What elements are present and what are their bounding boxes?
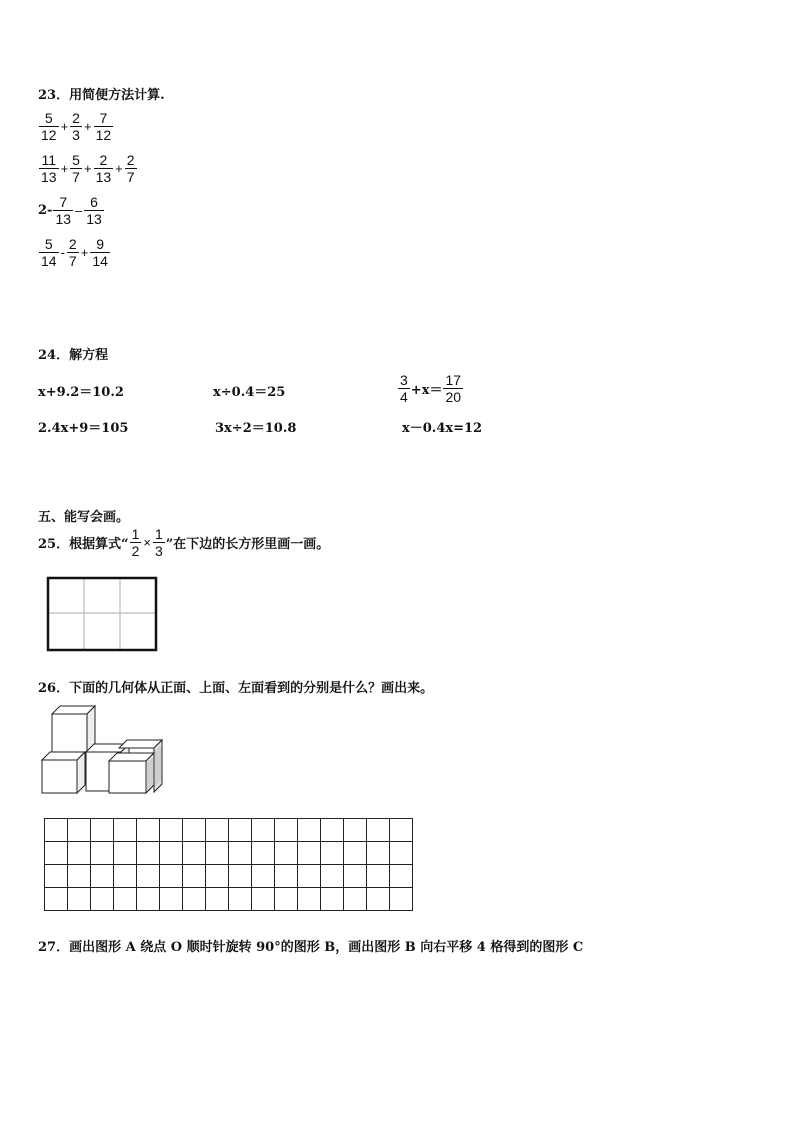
question-26-title: 26．下面的几何体从正面、上面、左面看到的分别是什么？画出来。 <box>38 681 434 696</box>
question-24-title: 24．解方程 <box>38 348 109 363</box>
fraction: $\frac{2}{3}$ <box>72 110 80 143</box>
fraction: $\frac{5}{12}$ <box>41 110 57 143</box>
question-23-title: 23．用简便方法计算. <box>38 88 165 103</box>
question-27-title: 27．画出图形 A 绕点 O 顺时针旋转 90°的图形 B，画出图形 B 向右平移 4 格得到的图形 C <box>38 940 584 955</box>
equation-mid: +x＝ <box>410 383 443 398</box>
equation-4: 2.4x+9＝105 <box>38 421 129 436</box>
expression-23-3 <box>38 195 105 226</box>
expression-23-2 <box>38 153 138 184</box>
times-sign: × <box>143 535 151 550</box>
fraction: $\frac{2}{7}$ <box>126 152 135 185</box>
question-25-pre: 25．根据算式“ <box>38 537 129 552</box>
question-25-title <box>38 527 329 558</box>
operator: – <box>75 203 83 218</box>
operator: + <box>83 161 92 176</box>
section-5-title: 五、能写会画。 <box>38 510 130 525</box>
rectangle-drawing-area[interactable] <box>46 576 158 652</box>
fraction: $\frac{5}{14}$ <box>41 236 57 269</box>
fraction: $\frac{11}{13}$ <box>41 152 57 185</box>
question-25-post: ”在下边的长方形里画一画。 <box>165 537 330 552</box>
fraction: $\frac{3}{4}$ <box>400 372 408 405</box>
cube-solid-figure <box>38 702 164 798</box>
operator: + <box>60 119 69 134</box>
expression-prefix: 2- <box>38 203 53 218</box>
operator: + <box>83 119 92 134</box>
fraction: $\frac{7}{13}$ <box>55 194 72 227</box>
equation-1: x+9.2＝10.2 <box>38 385 124 400</box>
expression-23-1 <box>38 111 114 142</box>
fraction: $\frac{9}{14}$ <box>92 236 108 269</box>
equation-3 <box>397 373 464 404</box>
equation-6: x－0.4x=12 <box>402 421 483 436</box>
drawing-grid[interactable] <box>44 818 413 911</box>
fraction: $\frac{6}{13}$ <box>86 194 102 227</box>
fraction: $\frac{1}{2}$ <box>131 526 140 559</box>
operator: + <box>60 161 69 176</box>
fraction: $\frac{1}{3}$ <box>154 526 163 559</box>
fraction: $\frac{5}{7}$ <box>72 152 80 185</box>
operator: - <box>60 245 65 260</box>
operator: + <box>115 161 123 176</box>
equation-5: 3x÷2＝10.8 <box>215 421 297 436</box>
equation-2: x÷0.4＝25 <box>213 385 286 400</box>
fraction: $\frac{7}{12}$ <box>95 110 112 143</box>
expression-23-4 <box>38 237 111 268</box>
fraction: $\frac{17}{20}$ <box>445 372 462 405</box>
operator: + <box>80 245 89 260</box>
fraction: $\frac{2}{7}$ <box>68 236 77 269</box>
fraction: $\frac{2}{13}$ <box>95 152 112 185</box>
